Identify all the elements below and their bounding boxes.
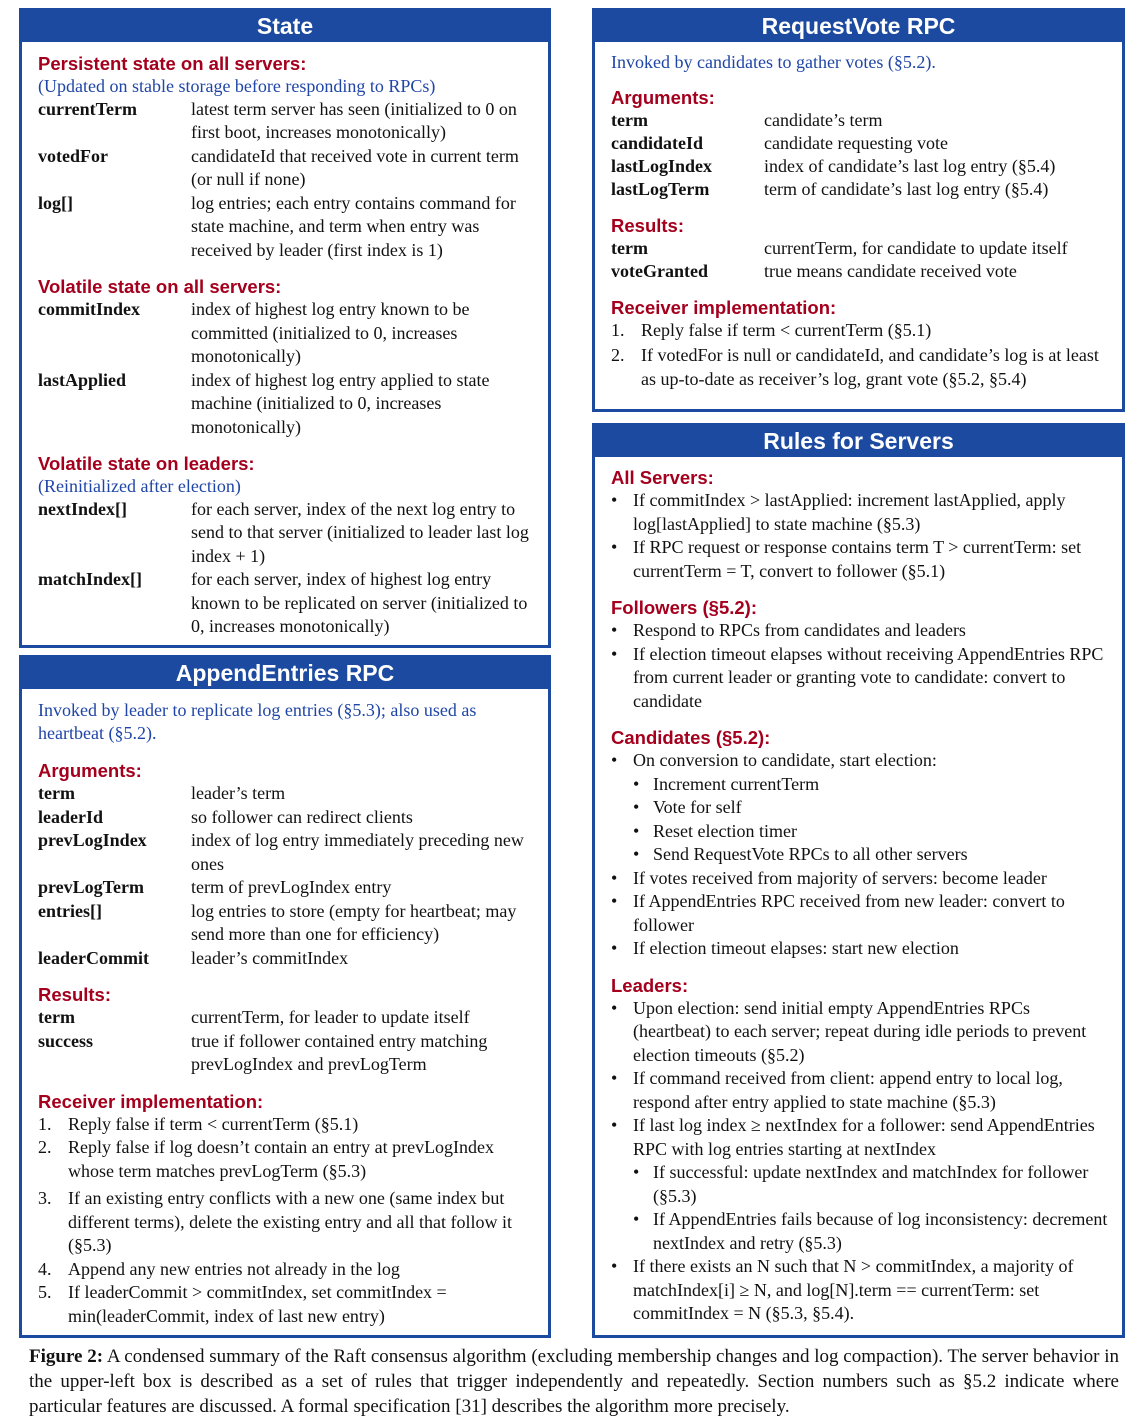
field-row bbox=[38, 298, 548, 369]
list-item bbox=[611, 937, 1108, 961]
all-servers-heading: All Servers: bbox=[611, 467, 714, 488]
field-desc: latest term server has seen (initialized to 0 on first boot, increases monotonically) bbox=[191, 98, 517, 142]
result-desc: currentTerm, for candidate to update itself bbox=[764, 237, 1068, 258]
arg-key: prevLogIndex bbox=[38, 830, 147, 850]
append-args-list bbox=[38, 782, 548, 970]
arg-desc: term of candidate’s last log entry (§5.4) bbox=[764, 178, 1049, 199]
result-key: term bbox=[38, 1007, 75, 1027]
item-text: If election timeout elapses: start new election bbox=[633, 938, 959, 958]
arg-row bbox=[38, 900, 548, 947]
followers-list bbox=[611, 619, 1108, 713]
candidates-heading: Candidates (§5.2): bbox=[611, 727, 771, 748]
leaders-rules-list bbox=[611, 997, 1108, 1326]
candidates-list bbox=[611, 749, 1108, 961]
item-text: If an existing entry conflicts with a new one (same index but different terms), delete the existing entry and all that follow it (§5.3) bbox=[68, 1188, 513, 1255]
vote-results-list bbox=[611, 237, 1122, 283]
volatile-list bbox=[38, 298, 548, 439]
arg-row bbox=[611, 109, 1122, 132]
field-desc: for each server, index of the next log entry to send to that server (initialized to leader last log index + 1) bbox=[191, 498, 529, 566]
append-intro: Invoked by leader to replicate log entries (§5.3); also used as heartbeat (§5.2). bbox=[38, 700, 477, 743]
arg-key: leaderId bbox=[38, 806, 103, 827]
arg-key: entries[] bbox=[38, 900, 102, 921]
item-number: 4. bbox=[38, 1258, 52, 1279]
all-servers-list bbox=[611, 489, 1108, 583]
field-key: log[] bbox=[38, 192, 73, 213]
list-item bbox=[611, 643, 1108, 714]
vote-args-heading: Arguments: bbox=[611, 86, 715, 108]
field-row bbox=[38, 568, 548, 639]
arg-desc: index of log entry immediately preceding new ones bbox=[191, 830, 524, 874]
item-text: If command received from client: append entry to local log, respond after entry applied to state machine (§5.3) bbox=[633, 1068, 1063, 1112]
result-row bbox=[611, 260, 1122, 283]
field-key: nextIndex[] bbox=[38, 498, 127, 519]
bullet: • bbox=[611, 867, 618, 888]
sub-item bbox=[611, 773, 1108, 797]
append-results-list bbox=[38, 1006, 548, 1077]
bullet: • bbox=[633, 773, 640, 794]
item-text: If votes received from majority of servers: become leader bbox=[633, 867, 1047, 888]
bullet: • bbox=[611, 643, 618, 664]
followers-heading: Followers (§5.2): bbox=[611, 597, 757, 618]
append-recv-heading: Receiver implementation: bbox=[38, 1090, 264, 1112]
result-desc: true if follower contained entry matching prevLogIndex and prevLogTerm bbox=[191, 1030, 488, 1074]
arg-desc: term of prevLogIndex entry bbox=[191, 877, 392, 897]
bullet: • bbox=[611, 1068, 618, 1088]
item-text: Reply false if log doesn’t contain an entry at prevLogIndex whose term matches prevLogTerm (§5.3) bbox=[68, 1137, 495, 1181]
field-row bbox=[38, 98, 548, 145]
arg-key: prevLogTerm bbox=[38, 877, 144, 897]
item-number: 2. bbox=[611, 345, 625, 365]
bullet: • bbox=[611, 1256, 618, 1276]
field-row bbox=[38, 498, 548, 569]
vote-recv-heading: Receiver implementation: bbox=[611, 296, 837, 318]
persistent-note: (Updated on stable storage before responding to RPCs) bbox=[38, 76, 436, 96]
field-desc: index of highest log entry applied to state machine (initialized to 0, increases monotonically) bbox=[191, 369, 490, 437]
item-text: Upon election: send initial empty AppendEntries RPCs (heartbeat) to each server; repeat during idle periods to prevent election timeouts (§5.2) bbox=[633, 997, 1087, 1065]
field-row bbox=[38, 369, 548, 440]
arg-key: term bbox=[38, 783, 75, 803]
result-row bbox=[611, 237, 1122, 260]
bullet: • bbox=[633, 1209, 640, 1229]
leaders-list bbox=[38, 498, 548, 639]
list-item bbox=[611, 344, 1108, 391]
item-text: If AppendEntries fails because of log inconsistency: decrement nextIndex and retry (§5.3) bbox=[653, 1209, 1108, 1253]
item-text: On conversion to candidate, start election: bbox=[633, 750, 937, 770]
item-number: 5. bbox=[38, 1282, 52, 1302]
arg-row bbox=[611, 178, 1122, 201]
figure-caption bbox=[29, 1344, 1119, 1419]
field-key: commitIndex bbox=[38, 299, 140, 319]
arg-row bbox=[38, 876, 548, 900]
result-row bbox=[38, 1030, 548, 1077]
result-desc: currentTerm, for leader to update itself bbox=[191, 1007, 470, 1027]
arg-desc: so follower can redirect clients bbox=[191, 806, 413, 827]
vote-recv-list bbox=[611, 319, 1122, 392]
sub-item bbox=[611, 843, 1108, 867]
item-text: Increment currentTerm bbox=[653, 773, 820, 794]
list-item bbox=[611, 997, 1108, 1068]
arg-row bbox=[38, 782, 548, 806]
sub-item bbox=[611, 1208, 1108, 1255]
append-recv-list bbox=[38, 1113, 548, 1329]
arg-row bbox=[38, 947, 548, 971]
field-desc: candidateId that received vote in current term (or null if none) bbox=[191, 145, 519, 189]
sub-item bbox=[611, 820, 1108, 844]
append-args-heading: Arguments: bbox=[38, 760, 142, 781]
bullet: • bbox=[611, 620, 618, 640]
arg-desc: leader’s commitIndex bbox=[191, 947, 349, 968]
item-text: Reply false if term < currentTerm (§5.1) bbox=[68, 1113, 359, 1134]
result-key: term bbox=[611, 237, 648, 258]
leaders-heading: Volatile state on leaders: bbox=[38, 453, 255, 474]
sub-item bbox=[611, 796, 1108, 820]
item-text: Append any new entries not already in the log bbox=[68, 1258, 400, 1279]
list-item bbox=[38, 1281, 536, 1328]
sub-item bbox=[611, 1161, 1108, 1208]
arg-row bbox=[611, 132, 1122, 155]
list-item bbox=[611, 890, 1108, 937]
field-key: votedFor bbox=[38, 145, 108, 166]
bullet: • bbox=[611, 997, 618, 1018]
arg-row bbox=[38, 806, 548, 830]
arg-key: term bbox=[611, 109, 648, 130]
volatile-heading: Volatile state on all servers: bbox=[38, 276, 282, 297]
bullet: • bbox=[611, 537, 618, 557]
append-results-heading: Results: bbox=[38, 984, 111, 1005]
leaders-note: (Reinitialized after election) bbox=[38, 476, 241, 496]
arg-desc: log entries to store (empty for heartbeat; may send more than one for efficiency) bbox=[191, 900, 517, 944]
bullet: • bbox=[633, 1162, 640, 1182]
result-desc: true means candidate received vote bbox=[764, 260, 1017, 281]
arg-key: candidateId bbox=[611, 132, 704, 153]
field-key: currentTerm bbox=[38, 98, 137, 119]
vote-intro: Invoked by candidates to gather votes (§5.2). bbox=[611, 52, 936, 72]
request-vote-box bbox=[592, 8, 1125, 412]
rules-title: Rules for Servers bbox=[595, 426, 1122, 457]
arg-key: leaderCommit bbox=[38, 947, 149, 968]
rules-box bbox=[592, 423, 1125, 1338]
arg-desc: candidate’s term bbox=[764, 109, 883, 130]
field-key: lastApplied bbox=[38, 369, 127, 390]
bullet: • bbox=[611, 750, 618, 770]
item-text: Reply false if term < currentTerm (§5.1) bbox=[641, 319, 932, 340]
item-number: 3. bbox=[38, 1188, 52, 1208]
item-text: If leaderCommit > commitIndex, set commitIndex = min(leaderCommit, index of last new entry) bbox=[68, 1282, 447, 1326]
list-item bbox=[611, 1255, 1108, 1326]
item-text: Respond to RPCs from candidates and leaders bbox=[633, 620, 966, 640]
arg-desc: candidate requesting vote bbox=[764, 132, 948, 153]
list-item bbox=[611, 536, 1108, 583]
result-row bbox=[38, 1006, 548, 1030]
item-text: If election timeout elapses without receiving AppendEntries RPC from current leader or granting vote to candidate: convert to candidate bbox=[633, 643, 1104, 711]
item-number: 2. bbox=[38, 1137, 52, 1157]
item-text: If RPC request or response contains term T > currentTerm: set currentTerm = T, convert to follower (§5.1) bbox=[633, 537, 1082, 581]
append-entries-box bbox=[19, 655, 551, 1338]
item-text: Reset election timer bbox=[653, 820, 797, 841]
list-item bbox=[38, 1136, 536, 1183]
list-item bbox=[38, 1258, 536, 1282]
arg-desc: leader’s term bbox=[191, 783, 286, 803]
field-desc: for each server, index of highest log entry known to be replicated on server (initialized to 0, increases monotonically) bbox=[191, 569, 528, 636]
arg-row bbox=[611, 155, 1122, 178]
caption-label: Figure 2: bbox=[29, 1346, 104, 1367]
arg-desc: index of candidate’s last log entry (§5.4) bbox=[764, 155, 1056, 176]
bullet: • bbox=[611, 938, 618, 958]
persistent-list bbox=[38, 98, 548, 263]
vote-results-heading: Results: bbox=[611, 214, 684, 236]
arg-key: lastLogIndex bbox=[611, 155, 713, 176]
field-row bbox=[38, 145, 548, 192]
request-vote-title: RequestVote RPC bbox=[595, 11, 1122, 42]
item-text: Vote for self bbox=[653, 797, 742, 817]
bullet: • bbox=[633, 844, 640, 864]
bullet: • bbox=[633, 797, 640, 817]
caption-text: A condensed summary of the Raft consensus algorithm (excluding membership changes and log compaction). The server behavior in the upper-left box is described as a set of rules that trigger independently and repeatedly. Section numbers such as §5.2 indicate where particular features are discussed. A formal specification [31] describes the algorithm more precisely. bbox=[29, 1346, 1120, 1417]
list-item bbox=[611, 867, 1108, 891]
item-text: If AppendEntries RPC received from new leader: convert to follower bbox=[633, 891, 1065, 935]
field-key: matchIndex[] bbox=[38, 569, 142, 589]
list-item bbox=[611, 319, 1108, 343]
state-box bbox=[19, 8, 551, 648]
result-key: success bbox=[38, 1030, 93, 1051]
arg-key: lastLogTerm bbox=[611, 178, 710, 199]
list-item bbox=[611, 749, 1108, 773]
list-item bbox=[611, 619, 1108, 643]
bullet: • bbox=[611, 1115, 618, 1135]
item-text: If last log index ≥ nextIndex for a follower: send AppendEntries RPC with log entries starting at nextIndex bbox=[633, 1115, 1095, 1159]
list-item bbox=[38, 1113, 536, 1137]
append-entries-title: AppendEntries RPC bbox=[22, 658, 548, 689]
result-key: voteGranted bbox=[611, 260, 708, 281]
item-text: If commitIndex > lastApplied: increment lastApplied, apply log[lastApplied] to state machine (§5.3) bbox=[633, 490, 1066, 534]
item-text: If votedFor is null or candidateId, and candidate’s log is at least as up-to-date as receiver’s log, grant vote (§5.2, §5.4) bbox=[641, 345, 1099, 389]
item-number: 1. bbox=[611, 319, 625, 340]
vote-args-list bbox=[611, 109, 1122, 201]
list-item bbox=[611, 1114, 1108, 1161]
persistent-heading: Persistent state on all servers: bbox=[38, 53, 307, 74]
item-text: If there exists an N such that N > commitIndex, a majority of matchIndex[i] ≥ N, and log[N].term == currentTerm: set commitIndex = N (§5.3, §5.4). bbox=[633, 1256, 1074, 1323]
item-number: 1. bbox=[38, 1113, 52, 1134]
state-title: State bbox=[22, 11, 548, 42]
item-text: If successful: update nextIndex and matchIndex for follower (§5.3) bbox=[653, 1162, 1089, 1206]
field-desc: log entries; each entry contains command for state machine, and term when entry was received by leader (first index is 1) bbox=[191, 192, 516, 260]
leaders-rules-heading: Leaders: bbox=[611, 974, 689, 996]
item-text: Send RequestVote RPCs to all other servers bbox=[653, 844, 968, 864]
field-row bbox=[38, 192, 548, 263]
list-item bbox=[38, 1187, 536, 1258]
list-item bbox=[611, 489, 1108, 536]
list-item bbox=[611, 1067, 1108, 1114]
arg-row bbox=[38, 829, 548, 876]
field-desc: index of highest log entry known to be committed (initialized to 0, increases monotonically) bbox=[191, 299, 470, 366]
bullet: • bbox=[633, 820, 640, 841]
bullet: • bbox=[611, 490, 618, 510]
bullet: • bbox=[611, 891, 618, 911]
